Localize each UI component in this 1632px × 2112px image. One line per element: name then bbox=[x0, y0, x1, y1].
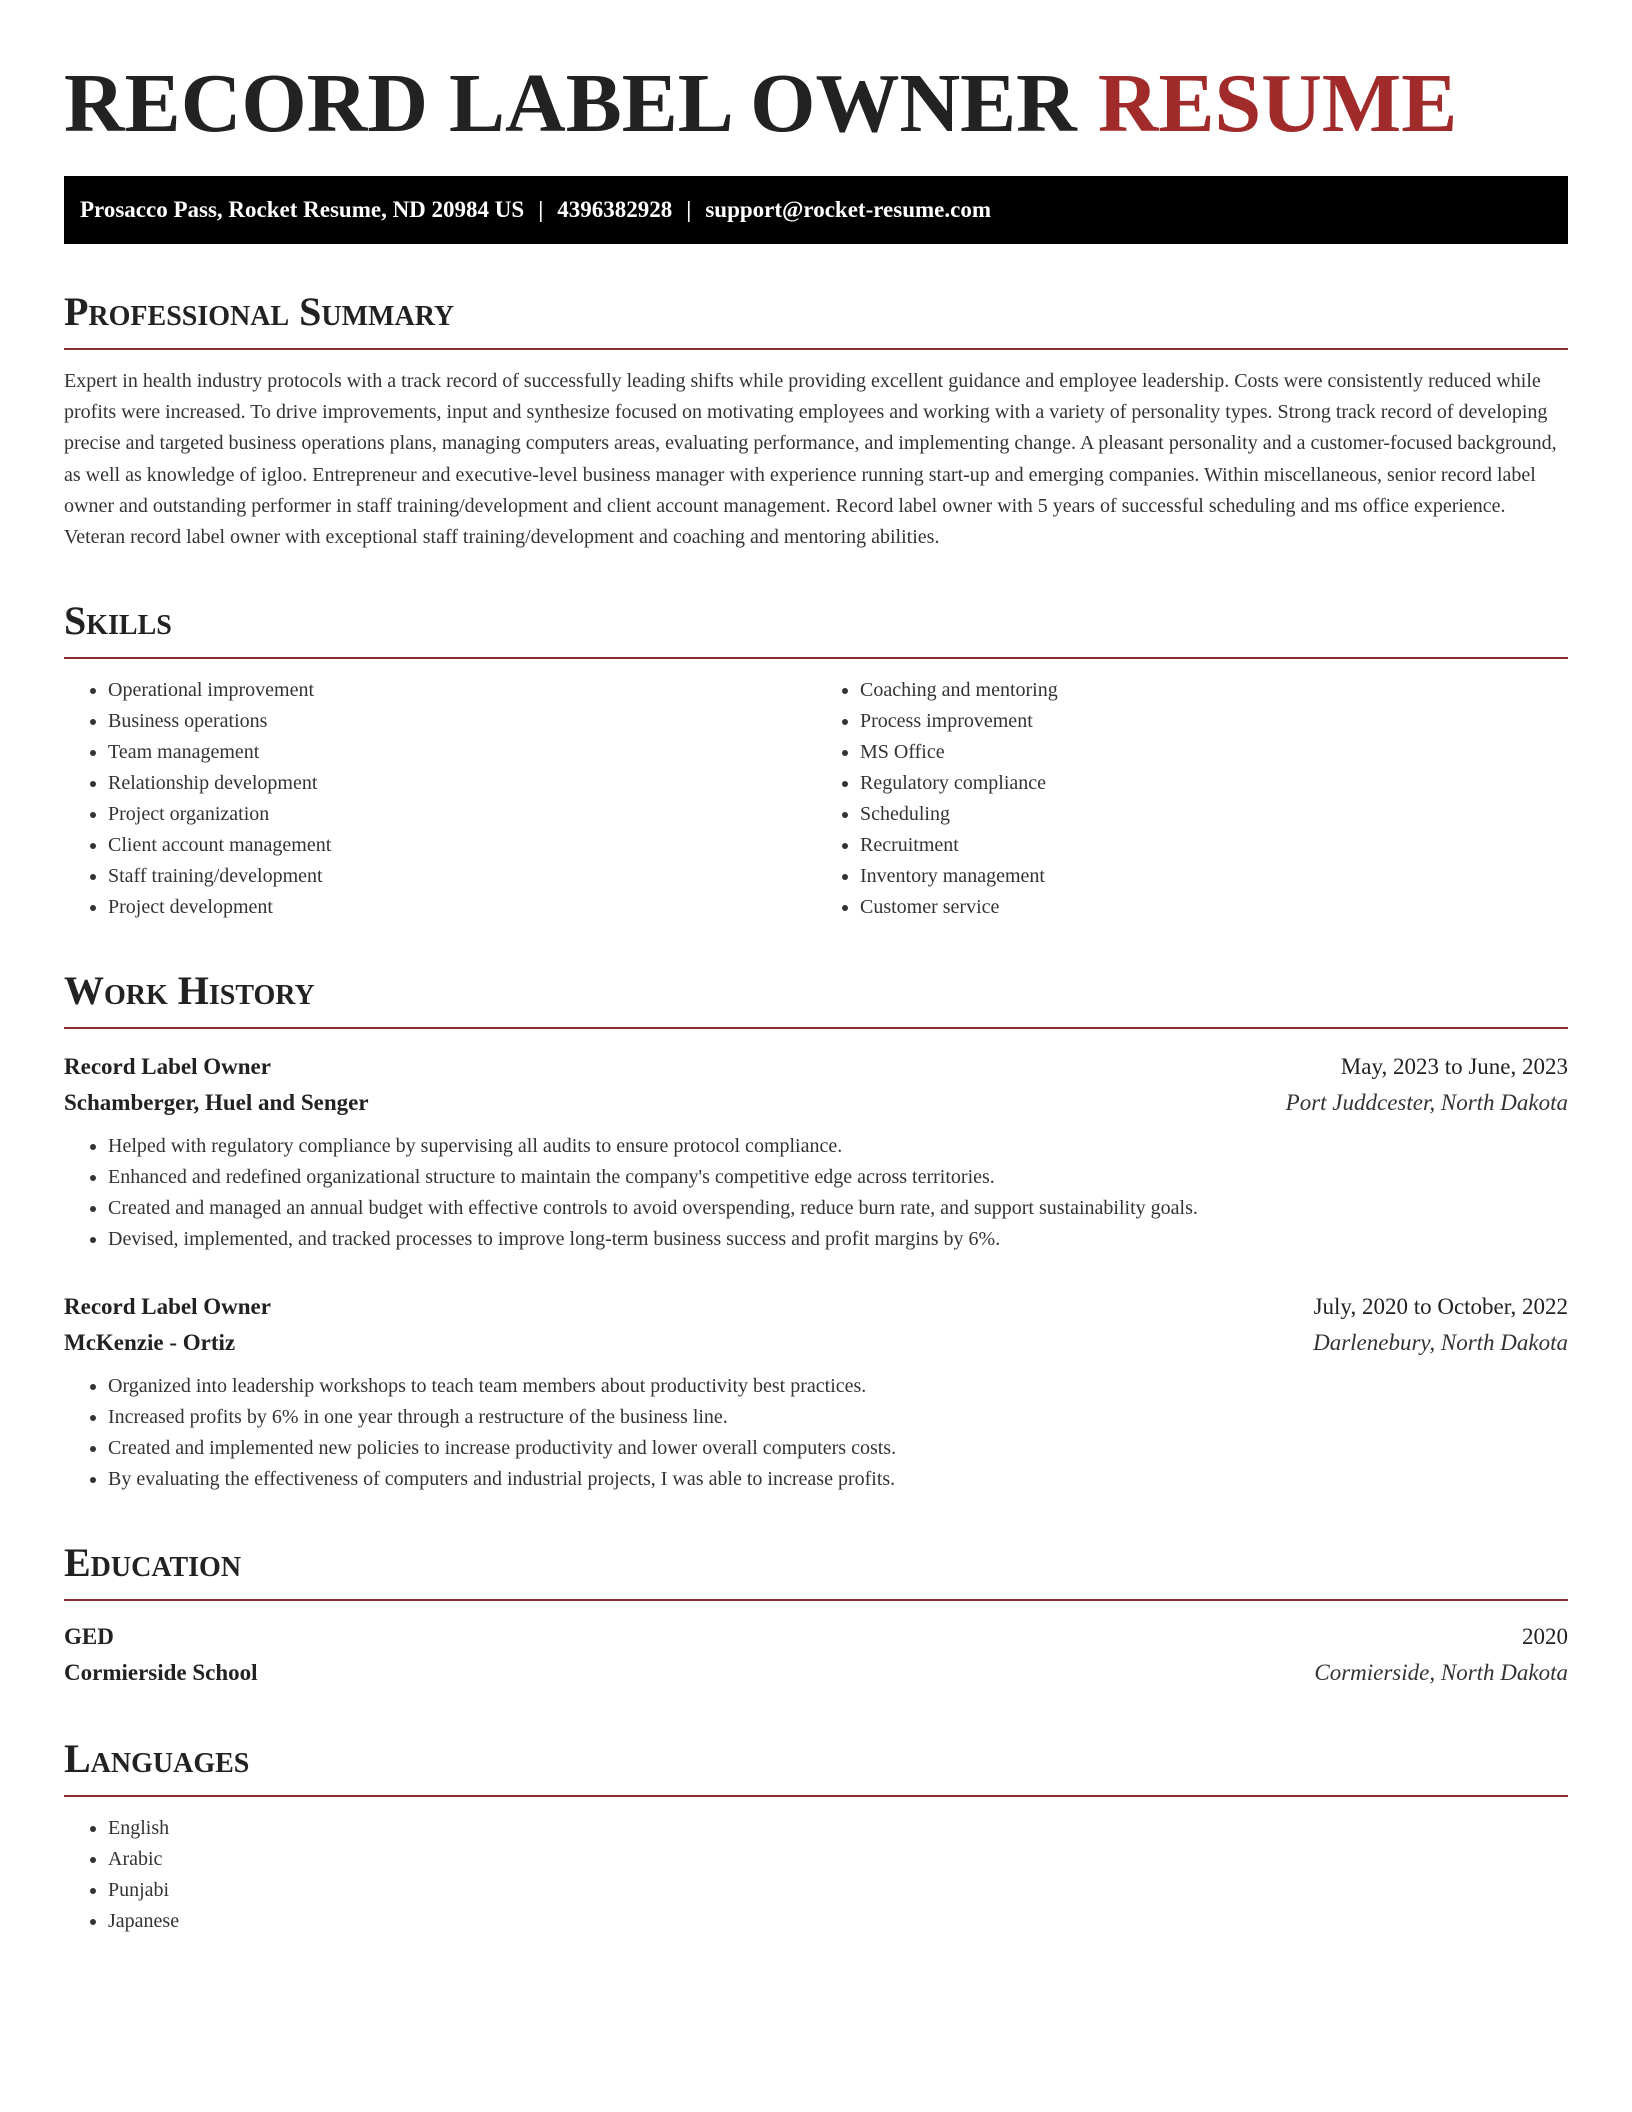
contact-phone: 4396382928 bbox=[557, 197, 673, 222]
job-bullet: • Increased profits by 6% in one year through a restructure of the business line. bbox=[108, 1402, 1568, 1433]
skills-columns bbox=[64, 675, 1568, 923]
skills-list-right bbox=[816, 675, 1568, 923]
skill-item: • Scheduling bbox=[860, 799, 1568, 830]
education-degree: GED bbox=[64, 1624, 114, 1650]
job-bullet: • Enhanced and redefined organizational structure to maintain the company's competitive edge across territories. bbox=[108, 1162, 1568, 1193]
skill-item: • Process improvement bbox=[860, 706, 1568, 737]
job-bullet: • Organized into leadership workshops to teach team members about productivity best practices. bbox=[108, 1371, 1568, 1402]
contact-email: support@rocket-resume.com bbox=[705, 197, 991, 222]
language-item: • Arabic bbox=[108, 1844, 1568, 1875]
skill-item: • Project development bbox=[108, 892, 816, 923]
job-bullets bbox=[64, 1131, 1568, 1255]
contact-separator: | bbox=[538, 197, 544, 222]
education-school-row bbox=[64, 1655, 1568, 1691]
education-degree-row bbox=[64, 1619, 1568, 1655]
skill-item: • Recruitment bbox=[860, 830, 1568, 861]
resume-page bbox=[64, 0, 1568, 1937]
skills-heading: Skills bbox=[64, 597, 1568, 659]
contact-address: Prosacco Pass, Rocket Resume, ND 20984 US bbox=[80, 197, 525, 222]
education-entry bbox=[64, 1619, 1568, 1691]
job-title: Record Label Owner bbox=[64, 1054, 271, 1080]
language-item: • Punjabi bbox=[108, 1875, 1568, 1906]
title-accent: RESUME bbox=[1097, 57, 1458, 150]
job-header-row bbox=[64, 1289, 1568, 1325]
language-item: • Japanese bbox=[108, 1906, 1568, 1937]
job-location: Darlenebury, North Dakota bbox=[1313, 1330, 1568, 1356]
job-company-row bbox=[64, 1325, 1568, 1361]
skill-item: • Project organization bbox=[108, 799, 816, 830]
languages-heading: Languages bbox=[64, 1735, 1568, 1797]
contact-bar bbox=[64, 176, 1568, 244]
skill-item: • Business operations bbox=[108, 706, 816, 737]
job-location: Port Juddcester, North Dakota bbox=[1285, 1090, 1568, 1116]
contact-separator: | bbox=[686, 197, 692, 222]
job-dates: May, 2023 to June, 2023 bbox=[1340, 1054, 1568, 1080]
skill-item: • Customer service bbox=[860, 892, 1568, 923]
skill-item: • Team management bbox=[108, 737, 816, 768]
job-bullet: • By evaluating the effectiveness of computers and industrial projects, I was able to increase profits. bbox=[108, 1464, 1568, 1495]
job-title: Record Label Owner bbox=[64, 1294, 271, 1320]
skill-item: • Relationship development bbox=[108, 768, 816, 799]
title-main: RECORD LABEL OWNER bbox=[64, 57, 1077, 150]
job-company: McKenzie - Ortiz bbox=[64, 1330, 236, 1356]
skill-item: • Regulatory compliance bbox=[860, 768, 1568, 799]
job-company: Schamberger, Huel and Senger bbox=[64, 1090, 369, 1116]
skill-item: • Operational improvement bbox=[108, 675, 816, 706]
work-history-heading: Work History bbox=[64, 967, 1568, 1029]
skill-item: • Staff training/development bbox=[108, 861, 816, 892]
skill-item: • MS Office bbox=[860, 737, 1568, 768]
job-entry bbox=[64, 1049, 1568, 1255]
skills-list-left bbox=[64, 675, 816, 923]
education-school: Cormierside School bbox=[64, 1660, 258, 1686]
job-bullet: • Devised, implemented, and tracked processes to improve long-term business success and profit margins by 6%. bbox=[108, 1224, 1568, 1255]
education-location: Cormierside, North Dakota bbox=[1314, 1660, 1568, 1686]
skill-item: • Coaching and mentoring bbox=[860, 675, 1568, 706]
language-item: • English bbox=[108, 1813, 1568, 1844]
skill-item: • Inventory management bbox=[860, 861, 1568, 892]
job-header-row bbox=[64, 1049, 1568, 1085]
summary-text: Expert in health industry protocols with a track record of successfully leading shifts while providing excellent guidance and employee leadership. Costs were consistently reduced while profits were increased. To drive improvements, input and synthesize focused on motivating employees and working with a variety of personality types. Strong track record of developing precise and targeted business operations plans, managing computers areas, evaluating performance, and implementing change. A pleasant personality and a customer-focused background, as well as knowledge of igloo. Entrepreneur and executive-level business manager with experience running start-up and emerging companies. Within miscellaneous, senior record label owner and outstanding performer in staff training/development and client account management. Record label owner with 5 years of successful scheduling and ms office experience. Veteran record label owner with exceptional staff training/development and coaching and mentoring abilities. bbox=[64, 370, 1557, 549]
job-bullet: • Created and managed an annual budget with effective controls to avoid overspending, reduce burn rate, and support sustainability goals. bbox=[108, 1193, 1568, 1224]
job-bullet: • Helped with regulatory compliance by supervising all audits to ensure protocol compliance. bbox=[108, 1131, 1568, 1162]
job-company-row bbox=[64, 1085, 1568, 1121]
job-bullets bbox=[64, 1371, 1568, 1495]
education-heading: Education bbox=[64, 1539, 1568, 1601]
job-bullet: • Created and implemented new policies to increase productivity and lower overall computers costs. bbox=[108, 1433, 1568, 1464]
job-entry bbox=[64, 1289, 1568, 1495]
job-dates: July, 2020 to October, 2022 bbox=[1313, 1294, 1568, 1320]
education-year: 2020 bbox=[1522, 1624, 1568, 1650]
resume-title bbox=[64, 0, 1568, 152]
skill-item: • Client account management bbox=[108, 830, 816, 861]
languages-list bbox=[64, 1813, 1568, 1937]
summary-heading: Professional Summary bbox=[64, 288, 1568, 350]
